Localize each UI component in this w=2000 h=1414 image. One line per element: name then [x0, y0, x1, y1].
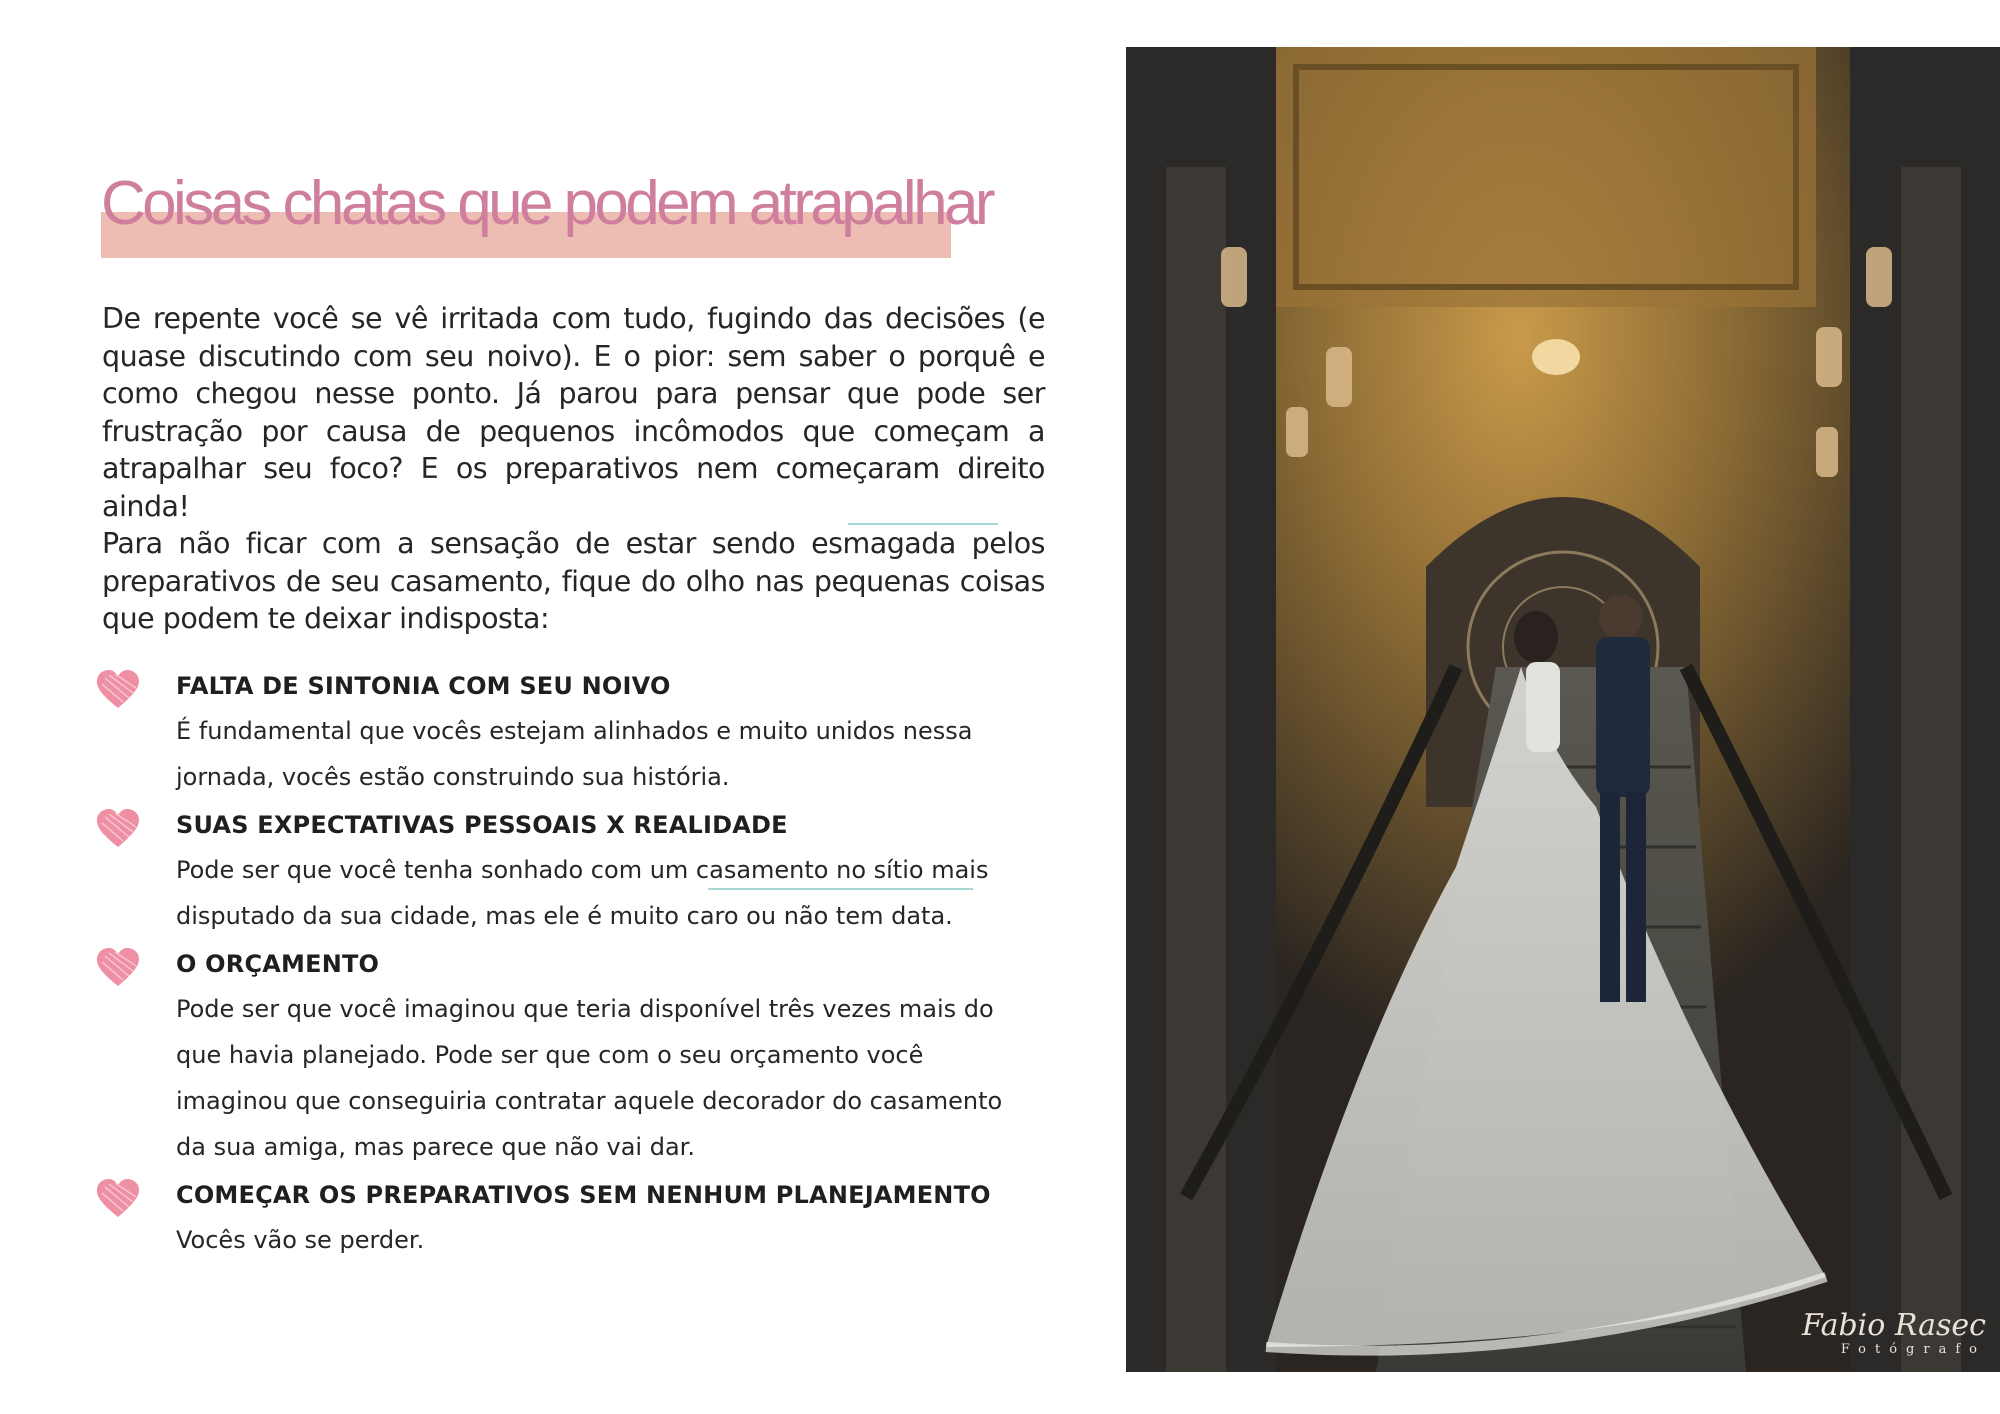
item-title: O ORÇAMENTO	[176, 950, 380, 978]
intro-text	[102, 300, 1045, 638]
page-title: Coisas chatas que podem atrapalhar	[101, 169, 992, 238]
heart-icon	[95, 668, 141, 710]
signature-name: Fabio Rasec	[1801, 1308, 1986, 1343]
list-item	[95, 803, 1015, 939]
staircase-illustration	[1126, 47, 2000, 1372]
wedding-photo	[1126, 47, 2000, 1372]
heart-icon	[95, 946, 141, 988]
intro-paragraph-2: Para não ficar com a sensação de estar sendo esmagada pelos preparativos de seu casamento, fique do olho nas pequenas coisas que podem te deixar indisposta:	[102, 527, 1045, 635]
item-title: SUAS EXPECTATIVAS PESSOAIS X REALIDADE	[176, 811, 788, 839]
issues-list	[95, 664, 1015, 1266]
heart-icon	[95, 1177, 141, 1219]
highlight-underline	[708, 888, 973, 890]
item-title: COMEÇAR OS PREPARATIVOS SEM NENHUM PLANEJAMENTO	[176, 1181, 991, 1209]
list-item	[95, 942, 1015, 1170]
item-description: Pode ser que você imaginou que teria disponível três vezes mais do que havia planejado. Pode ser que com o seu orçamento você imaginou que conseguiria contratar aquele decorador do casamento da sua amiga, mas parece que não vai dar.	[176, 995, 1003, 1161]
highlight-underline	[848, 523, 998, 525]
photographer-signature	[1802, 1310, 1986, 1358]
item-description: É fundamental que vocês estejam alinhados e muito unidos nessa jornada, vocês estão construindo sua história.	[176, 717, 973, 791]
heart-icon	[95, 807, 141, 849]
item-description: Pode ser que você tenha sonhado com um casamento no sítio mais disputado da sua cidade, mas ele é muito caro ou não tem data.	[176, 856, 989, 930]
intro-paragraph-1: De repente você se vê irritada com tudo, fugindo das decisões (e quase discutindo com seu noivo). E o pior: sem saber o porquê e como chegou nesse ponto. Já parou para pensar que pode ser frustração por causa de pequenos incômodos que começam a atrapalhar seu foco? E os preparativos nem começaram direito ainda!	[102, 302, 1045, 523]
item-title: FALTA DE SINTONIA COM SEU NOIVO	[176, 672, 671, 700]
signature-subtitle: Fotógrafo	[1840, 1342, 1986, 1357]
item-description: Vocês vão se perder.	[176, 1226, 425, 1254]
list-item	[95, 664, 1015, 800]
list-item	[95, 1173, 1015, 1263]
